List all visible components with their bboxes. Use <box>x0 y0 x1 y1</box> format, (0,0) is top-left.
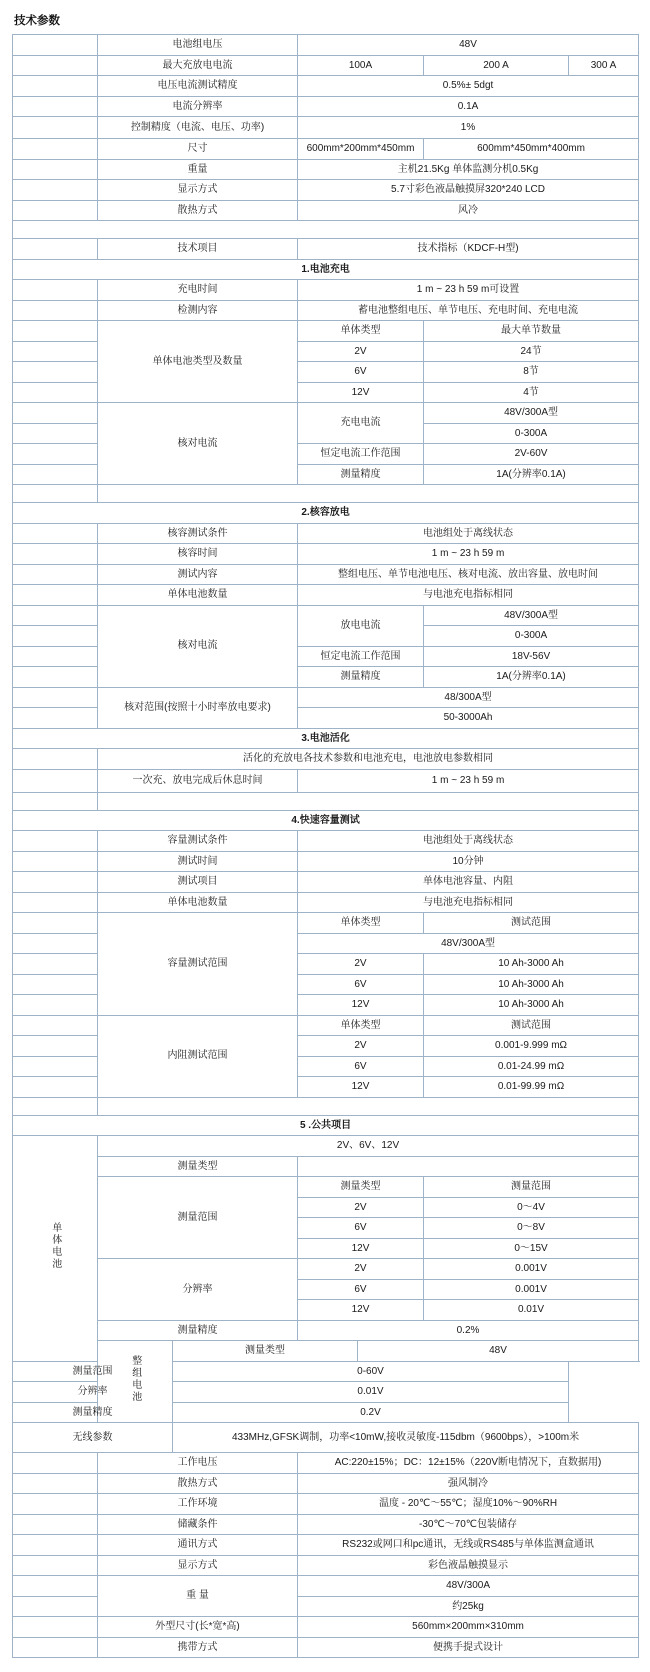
sub-label: 放电电流 <box>298 605 424 646</box>
row-label: 重量 <box>98 159 298 180</box>
col-head-2: 测试范围 <box>424 913 639 934</box>
table-row <box>13 831 639 852</box>
table-row <box>13 872 639 893</box>
table-row <box>13 1361 639 1382</box>
section-title: 4.快速容量测试 <box>13 810 639 831</box>
row-value: 单体电池容量、内阻 <box>298 872 639 893</box>
table-row <box>13 300 639 321</box>
row-label: 核容测试条件 <box>98 523 298 544</box>
row-value: 1 m ~ 23 h 59 m <box>298 769 639 792</box>
row-value: RS232或网口和pc通讯，无线或RS485与单体监测盒通讯 <box>298 1535 639 1556</box>
table-row <box>13 1555 639 1576</box>
row-label: 工作电压 <box>98 1453 298 1474</box>
table-row <box>13 1259 639 1280</box>
table-row <box>13 96 639 117</box>
table-row <box>13 1402 639 1423</box>
row-value: 1 m ~ 23 h 59 m可设置 <box>298 280 639 301</box>
sub-label: 充电电流 <box>298 403 424 444</box>
cell-range: 0.01-99.99 mΩ <box>424 1077 639 1098</box>
table-row <box>13 1576 639 1597</box>
row-label: 储藏条件 <box>98 1514 298 1535</box>
row-label: 重 量 <box>98 1576 298 1617</box>
blank-row <box>13 792 639 810</box>
row-label: 核对电流 <box>98 605 298 687</box>
cell-type: 6V <box>298 1218 424 1239</box>
row-value: 48V <box>358 1341 639 1362</box>
row-value: 48V <box>298 35 639 56</box>
table-row <box>13 1156 639 1177</box>
sub-label: 测量精度 <box>298 464 424 485</box>
row-value: 风冷 <box>298 200 639 221</box>
table-row <box>13 1514 639 1535</box>
row-label: 分辨率 <box>98 1259 298 1321</box>
row-value: 0.1A <box>298 96 639 117</box>
table-row <box>13 769 639 792</box>
table-row <box>13 1535 639 1556</box>
table-row <box>13 139 639 160</box>
table-row <box>13 1382 639 1403</box>
row-label: 显示方式 <box>98 180 298 201</box>
col-head-2: 测量范围 <box>424 1177 639 1198</box>
cell-count: 8节 <box>424 362 639 383</box>
row-label: 检测内容 <box>98 300 298 321</box>
section-title: 5 .公共项目 <box>13 1115 639 1136</box>
row-value: 5.7寸彩色液晶触摸屏320*240 LCD <box>298 180 639 201</box>
cell-range: 0.01-24.99 mΩ <box>424 1056 639 1077</box>
cell-range: 0.001V <box>424 1279 639 1300</box>
row-value: 彩色液晶触摸显示 <box>298 1555 639 1576</box>
row-value: 主机21.5Kg 单体监测分机0.5Kg <box>298 159 639 180</box>
row-label: 单体电池类型及数量 <box>98 321 298 403</box>
blank-row <box>13 485 639 503</box>
tech-item-row <box>13 239 639 260</box>
tech-item-value: 技术指标（KDCF-H型) <box>298 239 639 260</box>
row-value: 10分钟 <box>298 851 639 872</box>
table-row <box>13 280 639 301</box>
section-header-4 <box>13 810 639 831</box>
sub-value: 2V-60V <box>424 444 639 465</box>
row-label: 无线参数 <box>13 1423 173 1453</box>
table-row <box>13 605 639 626</box>
cell-type: 12V <box>298 382 424 403</box>
cell-type: 2V <box>298 1259 424 1280</box>
col-head-1: 单体类型 <box>298 321 424 342</box>
sub-value: 48V/300A型 <box>424 605 639 626</box>
cell-range: 0～4V <box>424 1197 639 1218</box>
col-head-2: 测试范围 <box>424 1015 639 1036</box>
row-value: 便携手提式设计 <box>298 1637 639 1658</box>
cell-type: 2V <box>298 341 424 362</box>
cell-range: 10 Ah-3000 Ah <box>424 974 639 995</box>
row-label: 单体电池数量 <box>98 892 298 913</box>
cell-group-label: 单体电池 <box>13 1136 98 1362</box>
cell-range: 0.001V <box>424 1259 639 1280</box>
table-row <box>13 321 639 342</box>
cell-type: 12V <box>298 1077 424 1098</box>
table-row <box>13 892 639 913</box>
cell-type: 2V <box>298 1036 424 1057</box>
row-label: 测量精度 <box>98 1320 298 1341</box>
row-label: 分辨率 <box>13 1382 173 1403</box>
table-row <box>13 851 639 872</box>
row-value: AC:220±15%；DC：12±15%（220V断电情况下，直数据用) <box>298 1453 639 1474</box>
row-label: 电压电流测试精度 <box>98 76 298 97</box>
row-value: 0-60V <box>173 1361 569 1382</box>
cell-type: 6V <box>298 974 424 995</box>
row-label: 控制精度（电流、电压、功率) <box>98 117 298 139</box>
row-value: 整组电压、单节电池电压、核对电流、放出容量、放电时间 <box>298 564 639 585</box>
row-value-2: 50-3000Ah <box>298 708 639 729</box>
table-row <box>13 200 639 221</box>
row-value: 433MHz,GFSK调制，功率<10mW,接收灵敏度-115dbm（9600bps），>100m米 <box>173 1423 639 1453</box>
cell-range: 0～15V <box>424 1238 639 1259</box>
row-label: 测量精度 <box>13 1402 173 1423</box>
row-value: 560mm×200mm×310mm <box>298 1617 639 1638</box>
tech-item-label: 技术项目 <box>98 239 298 260</box>
row-value: 1% <box>298 117 639 139</box>
sub-value: 0-300A <box>424 626 639 647</box>
table-row <box>13 180 639 201</box>
row-label: 充电时间 <box>98 280 298 301</box>
row-label: 散热方式 <box>98 200 298 221</box>
measure-type-label: 测量类型 <box>98 1156 298 1177</box>
table-row <box>13 544 639 565</box>
cell-range: 0.001-9.999 mΩ <box>424 1036 639 1057</box>
row-value: 强风制冷 <box>298 1473 639 1494</box>
sub-value: 1A(分辨率0.1A) <box>424 464 639 485</box>
table-row <box>13 159 639 180</box>
cell-type: 6V <box>298 1056 424 1077</box>
cell-count: 24节 <box>424 341 639 362</box>
row-label: 散热方式 <box>98 1473 298 1494</box>
cell-range: 10 Ah-3000 Ah <box>424 995 639 1016</box>
row-label: 通讯方式 <box>98 1535 298 1556</box>
pack-group-label: 整组电池 <box>98 1341 173 1423</box>
row-label: 显示方式 <box>98 1555 298 1576</box>
table-row <box>13 1473 639 1494</box>
row-value: 1 m ~ 23 h 59 m <box>298 544 639 565</box>
sub-label: 恒定电流工作范围 <box>298 444 424 465</box>
page-title: 技术参数 <box>14 15 60 27</box>
cell-type: 2V <box>298 954 424 975</box>
row-label: 尺寸 <box>98 139 298 160</box>
col-head-1: 单体类型 <box>298 913 424 934</box>
cell-range: 0.01V <box>424 1300 639 1321</box>
row-label: 核对范围(按照十小时率放电要求) <box>98 687 298 728</box>
sub-label: 恒定电流工作范围 <box>298 646 424 667</box>
row-value-2: 约25kg <box>298 1596 639 1617</box>
table-row <box>13 1320 639 1341</box>
table-row <box>13 687 639 708</box>
sub-value: 18V-56V <box>424 646 639 667</box>
table-row <box>13 1177 639 1198</box>
sub-value: 0-300A <box>424 423 639 444</box>
row-label: 外型尺寸(长*宽*高) <box>98 1617 298 1638</box>
row-value: 0.01V <box>173 1382 569 1403</box>
table-row <box>13 749 639 770</box>
cell-type: 12V <box>298 995 424 1016</box>
capacity-merged-value: 48V/300A型 <box>298 933 639 954</box>
table-row <box>13 564 639 585</box>
row-label: 最大充放电电流 <box>98 55 298 76</box>
section3-desc: 活化的充放电各技术参数和电池充电，电池放电参数相同 <box>98 749 639 770</box>
table-row <box>13 35 639 56</box>
col-head-1: 单体类型 <box>298 1015 424 1036</box>
table-row <box>13 403 639 424</box>
row-label: 测试内容 <box>98 564 298 585</box>
row-value: 蓄电池整组电压、单节电压、充电时间、充电电流 <box>298 300 639 321</box>
row-value: 电池组处于离线状态 <box>298 831 639 852</box>
row-label: 测试项目 <box>98 872 298 893</box>
row-value: 与电池充电指标相同 <box>298 585 639 606</box>
col-head-1: 测量类型 <box>298 1177 424 1198</box>
table-row <box>13 1423 639 1453</box>
row-label: 携带方式 <box>98 1637 298 1658</box>
row-value: -30℃～70℃包装储存 <box>298 1514 639 1535</box>
cell-type: 6V <box>298 1279 424 1300</box>
col-head-2: 最大单节数量 <box>424 321 639 342</box>
cell-count: 4节 <box>424 382 639 403</box>
row-value-1: 48V/300A <box>298 1576 639 1597</box>
row-label: 测量范围 <box>13 1361 173 1382</box>
measure-type-value <box>298 1156 639 1177</box>
row-value: 与电池充电指标相同 <box>298 892 639 913</box>
table-row <box>13 1453 639 1474</box>
cell-range: 0～8V <box>424 1218 639 1239</box>
section-header-3 <box>13 728 639 749</box>
row-label: 内阻测试范围 <box>98 1015 298 1097</box>
table-row <box>13 1136 639 1157</box>
table-row <box>13 117 639 139</box>
row-label: 核对电流 <box>98 403 298 485</box>
top-types: 2V、6V、12V <box>98 1136 639 1157</box>
row-value-2: 200 A <box>424 55 569 76</box>
table-row <box>13 76 639 97</box>
row-label: 工作环境 <box>98 1494 298 1515</box>
row-label: 单体电池数量 <box>98 585 298 606</box>
table-row <box>13 913 639 934</box>
row-value: 0.2V <box>173 1402 569 1423</box>
row-label: 电池组电压 <box>98 35 298 56</box>
section-header-1 <box>13 259 639 280</box>
row-label: 容量测试条件 <box>98 831 298 852</box>
row-label: 测试时间 <box>98 851 298 872</box>
cell-type: 6V <box>298 362 424 383</box>
row-label: 一次充、放电完成后休息时间 <box>98 769 298 792</box>
row-label: 电流分辨率 <box>98 96 298 117</box>
row-value: 0.2% <box>298 1320 639 1341</box>
row-label: 核容时间 <box>98 544 298 565</box>
row-label: 测量类型 <box>173 1341 358 1362</box>
cell-type: 12V <box>298 1300 424 1321</box>
cell-range: 10 Ah-3000 Ah <box>424 954 639 975</box>
table-row <box>13 1617 639 1638</box>
sub-label: 测量精度 <box>298 667 424 688</box>
row-value-1: 48/300A型 <box>298 687 639 708</box>
blank-row <box>13 1097 639 1115</box>
sub-value: 1A(分辨率0.1A) <box>424 667 639 688</box>
section-title: 3.电池活化 <box>13 728 639 749</box>
row-value: 温度 - 20℃～55℃；湿度10%～90%RH <box>298 1494 639 1515</box>
row-value-2: 600mm*450mm*400mm <box>424 139 639 160</box>
table-row <box>13 585 639 606</box>
section-title: 2.核容放电 <box>13 503 639 524</box>
section-title: 1.电池充电 <box>13 259 639 280</box>
table-row <box>13 1341 639 1362</box>
row-value-1: 100A <box>298 55 424 76</box>
section-header-5 <box>13 1115 639 1136</box>
row-value-3: 300 A <box>569 55 639 76</box>
row-value-1: 600mm*200mm*450mm <box>298 139 424 160</box>
cell-type: 2V <box>298 1197 424 1218</box>
table-row <box>13 523 639 544</box>
section-header-2 <box>13 503 639 524</box>
row-label: 测量范围 <box>98 1177 298 1259</box>
table-row <box>13 1637 639 1658</box>
table-row <box>13 1494 639 1515</box>
table-row <box>13 1015 639 1036</box>
row-value: 0.5%± 5dgt <box>298 76 639 97</box>
row-label: 容量测试范围 <box>98 913 298 1016</box>
basic-spec-table <box>12 34 639 1658</box>
cell-type: 12V <box>298 1238 424 1259</box>
sub-value: 48V/300A型 <box>424 403 639 424</box>
row-value: 电池组处于离线状态 <box>298 523 639 544</box>
table-row <box>13 55 639 76</box>
